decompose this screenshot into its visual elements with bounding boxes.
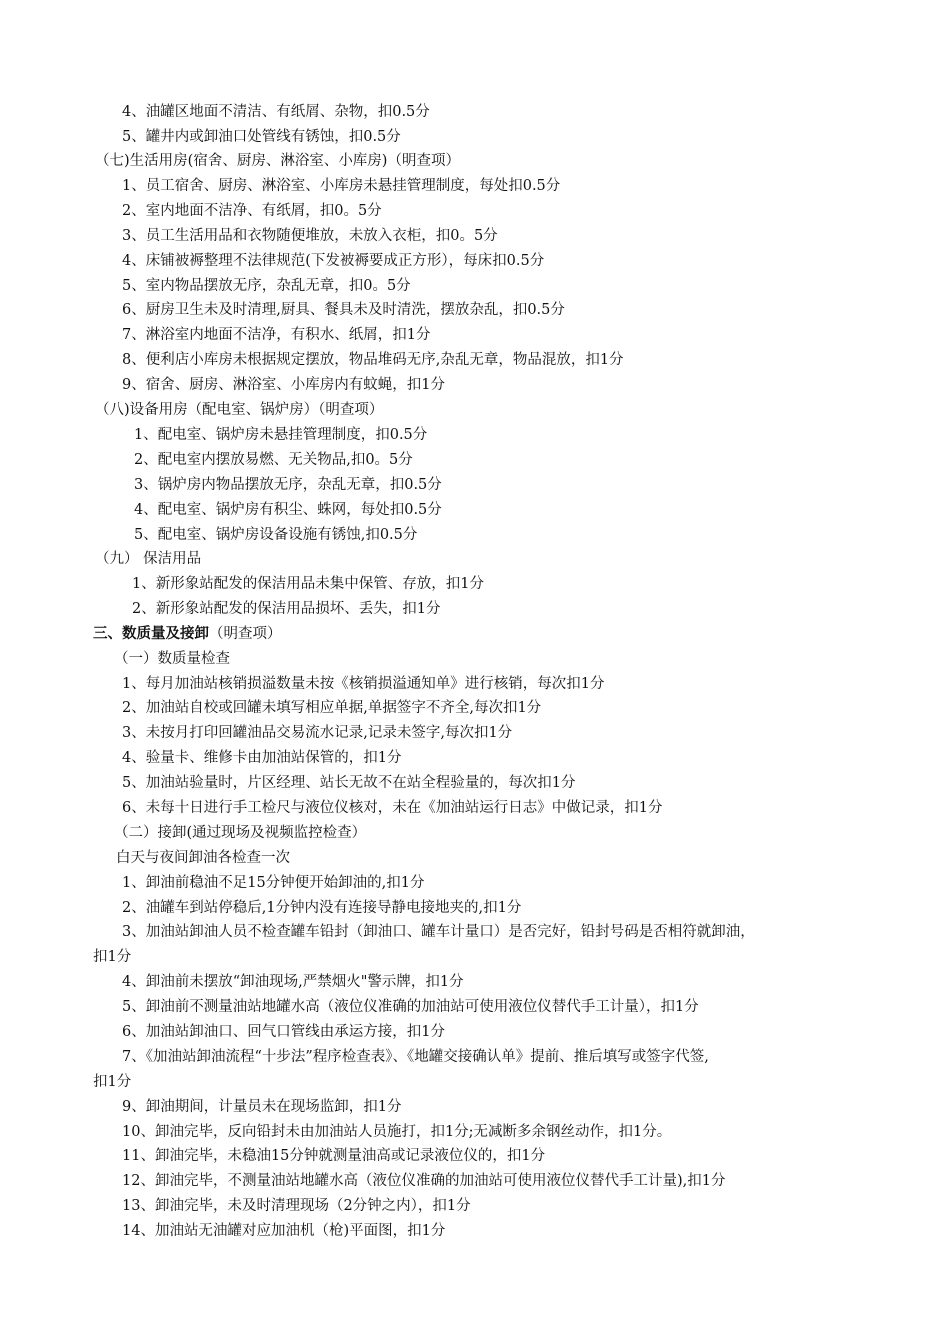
text-line: 4、验量卡、维修卡由加油站保管的，扣1分 [122, 750, 402, 766]
text-line: 5、室内物品摆放无序，杂乱无章，扣0。5分 [122, 278, 411, 294]
text-line: 10、卸油完毕，反向铅封未由加油站人员施打，扣1分;无减断多余钢丝动作，扣1分。 [122, 1124, 672, 1140]
chapter-heading-note: （明查项） [209, 626, 282, 642]
section-heading: （八)设备用房（配电室、锅炉房）（明查项） [95, 402, 384, 418]
text-line: 5、卸油前不测量油站地罐水高（液位仪准确的加油站可使用液位仪替代手工计量），扣1分 [122, 999, 699, 1015]
text-line: 1、配电室、锅炉房未悬挂管理制度，扣0.5分 [134, 427, 428, 443]
text-line: 14、加油站无油罐对应加油机（枪)平面图，扣1分 [122, 1223, 446, 1239]
text-line: 13、卸油完毕，未及时清理现场（2分钟之内），扣1分 [122, 1198, 471, 1214]
text-line: 扣1分 [93, 949, 132, 965]
text-line: 2、油罐车到站停稳后,1分钟内没有连接导静电接地夹的,扣1分 [122, 900, 522, 916]
text-line: 7、《加油站卸油流程“十步法”程序检查表》、《地罐交接确认单》提前、推后填写或签字代签, [122, 1049, 709, 1065]
text-line: 1、每月加油站核销损溢数量未按《核销损溢通知单》进行核销，每次扣1分 [122, 676, 605, 692]
text-line: 4、卸油前未摆放“卸油现场,严禁烟火"警示牌，扣1分 [122, 974, 464, 990]
text-line: 3、加油站卸油人员不检查罐车铅封（卸油口、罐车计量口）是否完好，铅封号码是否相符就卸油， [122, 924, 755, 940]
text-line: 5、加油站验量时，片区经理、站长无故不在站全程验量的，每次扣1分 [122, 775, 576, 791]
text-line: 6、加油站卸油口、回气口管线由承运方接，扣1分 [122, 1024, 445, 1040]
section-heading: （一）数质量检查 [114, 651, 230, 667]
text-line: 12、卸油完毕，不测量油站地罐水高（液位仪准确的加油站可使用液位仪替代手工计量),扣1分 [122, 1173, 726, 1189]
text-line: 3、锅炉房内物品摆放无序，杂乱无章，扣0.5分 [134, 477, 442, 493]
text-line: 7、淋浴室内地面不洁净，有积水、纸屑，扣1分 [122, 327, 431, 343]
text-line: 9、卸油期间，计量员未在现场监卸，扣1分 [122, 1099, 402, 1115]
text-line: 4、床铺被褥整理不法律规范(下发被褥要成正方形），每床扣0.5分 [122, 253, 545, 269]
text-line: 2、配电室内摆放易燃、无关物品,扣0。5分 [134, 452, 413, 468]
section-heading: （二）接卸(通过现场及视频监控检查） [114, 825, 367, 841]
text-line: 6、未每十日进行手工检尺与液位仪核对，未在《加油站运行日志》中做记录，扣1分 [122, 800, 663, 816]
text-line: 白天与夜间卸油各检查一次 [116, 850, 290, 866]
text-line: 2、室内地面不洁净、有纸屑，扣0。5分 [122, 203, 382, 219]
text-line: 3、员工生活用品和衣物随便堆放，未放入衣柜，扣0。5分 [122, 228, 498, 244]
text-line: 2、加油站自校或回罐未填写相应单据,单据签字不齐全,每次扣1分 [122, 700, 542, 716]
text-line: 2、新形象站配发的保洁用品损坏、丢失，扣1分 [132, 601, 441, 617]
text-line: 扣1分 [93, 1074, 132, 1090]
text-line: 1、员工宿舍、厨房、淋浴室、小库房未悬挂管理制度，每处扣0.5分 [122, 178, 561, 194]
section-heading: （七)生活用房(宿舍、厨房、淋浴室、小库房)（明查项） [95, 153, 460, 169]
text-line: 11、卸油完毕，未稳油15分钟就测量油高或记录液位仪的，扣1分 [122, 1148, 546, 1164]
text-line: 5、罐井内或卸油口处管线有锈蚀，扣0.5分 [122, 129, 401, 145]
text-line: 3、未按月打印回罐油品交易流水记录,记录未签字,每次扣1分 [122, 725, 513, 741]
text-line: 9、宿舍、厨房、淋浴室、小库房内有蚊蝇，扣1分 [122, 377, 445, 393]
text-line: 5、配电室、锅炉房设备设施有锈蚀,扣0.5分 [134, 527, 418, 543]
text-line: 4、配电室、锅炉房有积尘、蛛网，每处扣0.5分 [134, 502, 442, 518]
text-line: 6、厨房卫生未及时清理,厨具、餐具未及时清洗，摆放杂乱，扣0.5分 [122, 302, 565, 318]
text-line: 1、卸油前稳油不足15分钟便开始卸油的,扣1分 [122, 875, 425, 891]
text-line: 1、新形象站配发的保洁用品未集中保管、存放，扣1分 [132, 576, 484, 592]
chapter-heading-title: 三、数质量及接卸 [93, 625, 209, 642]
text-line: 8、便利店小库房未根据规定摆放，物品堆码无序,杂乱无章，物品混放，扣1分 [122, 352, 624, 368]
section-heading: （九） 保洁用品 [95, 551, 202, 567]
chapter-heading [93, 622, 282, 646]
text-line: 4、油罐区地面不清洁、有纸屑、杂物，扣0.5分 [122, 104, 430, 120]
